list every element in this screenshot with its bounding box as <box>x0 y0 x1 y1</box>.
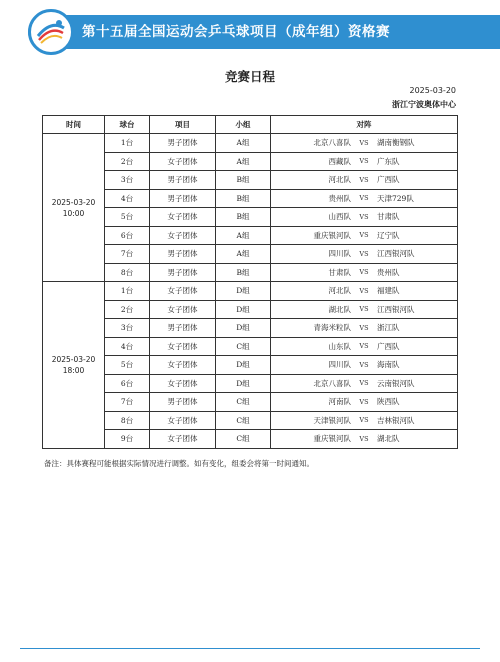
vs-label: VS <box>359 360 369 369</box>
table-row <box>43 411 458 430</box>
cell-table-number: 5台 <box>105 356 150 375</box>
home-team: 重庆银河队 <box>313 230 351 240</box>
away-team: 广东队 <box>377 156 400 166</box>
table-row <box>43 263 458 282</box>
table-row <box>43 189 458 208</box>
cell-match <box>271 189 458 208</box>
vs-label: VS <box>359 268 369 277</box>
cell-event: 男子团体 <box>150 189 216 208</box>
document-venue: 浙江宁波奥体中心 <box>392 100 456 109</box>
cell-match <box>271 134 458 153</box>
home-team: 天津银河队 <box>313 415 351 425</box>
away-team: 广西队 <box>377 341 400 351</box>
session-date: 2025-03-20 <box>51 197 96 207</box>
table-row <box>43 393 458 412</box>
session-time: 18:00 <box>62 365 85 375</box>
table-row <box>43 430 458 449</box>
home-team: 青海米粒队 <box>313 323 351 333</box>
document-title: 竞赛日程 <box>224 69 275 84</box>
vs-label: VS <box>359 379 369 388</box>
matchup <box>271 304 457 315</box>
session-time-cell <box>43 134 105 282</box>
cell-group: B组 <box>216 263 271 282</box>
cell-group: D组 <box>216 374 271 393</box>
cell-group: C组 <box>216 411 271 430</box>
table-row <box>43 356 458 375</box>
cell-match <box>271 263 458 282</box>
cell-table-number: 2台 <box>105 300 150 319</box>
cell-table-number: 7台 <box>105 245 150 264</box>
cell-match <box>271 282 458 301</box>
cell-event: 男子团体 <box>150 171 216 190</box>
matchup <box>271 285 457 296</box>
away-team: 湖南衡钢队 <box>377 138 415 148</box>
home-team: 甘肃队 <box>328 267 351 277</box>
matchup <box>271 248 457 259</box>
cell-match <box>271 245 458 264</box>
cell-table-number: 6台 <box>105 374 150 393</box>
column-header-match: 对阵 <box>271 116 458 134</box>
cell-group: A组 <box>216 245 271 264</box>
cell-event: 男子团体 <box>150 263 216 282</box>
table-row <box>43 337 458 356</box>
matchup <box>271 341 457 352</box>
vs-label: VS <box>359 138 369 147</box>
matchup <box>271 433 457 444</box>
cell-table-number: 7台 <box>105 393 150 412</box>
cell-event: 女子团体 <box>150 226 216 245</box>
cell-table-number: 9台 <box>105 430 150 449</box>
home-team: 山西队 <box>328 212 351 222</box>
home-team: 西藏队 <box>328 156 351 166</box>
table-row <box>43 152 458 171</box>
cell-event: 女子团体 <box>150 152 216 171</box>
away-team: 陕西队 <box>377 397 400 407</box>
cell-group: D组 <box>216 319 271 338</box>
matchup <box>271 137 457 148</box>
cell-match <box>271 393 458 412</box>
matchup <box>271 415 457 426</box>
away-team: 福建队 <box>377 286 400 296</box>
cell-event: 男子团体 <box>150 245 216 264</box>
cell-event: 男子团体 <box>150 319 216 338</box>
vs-label: VS <box>359 323 369 332</box>
cell-event: 男子团体 <box>150 134 216 153</box>
column-header-group: 小组 <box>216 116 271 134</box>
cell-group: C组 <box>216 337 271 356</box>
cell-group: D组 <box>216 300 271 319</box>
home-team: 湖北队 <box>328 304 351 314</box>
column-header-event: 项目 <box>150 116 216 134</box>
away-team: 广西队 <box>377 175 400 185</box>
column-header-table: 球台 <box>105 116 150 134</box>
cell-match <box>271 226 458 245</box>
cell-match <box>271 430 458 449</box>
logo-emblem-icon <box>33 14 69 50</box>
home-team: 四川队 <box>328 249 351 259</box>
vs-label: VS <box>359 175 369 184</box>
cell-table-number: 8台 <box>105 411 150 430</box>
cell-group: D组 <box>216 282 271 301</box>
home-team: 山东队 <box>328 341 351 351</box>
home-team: 重庆银河队 <box>313 434 351 444</box>
table-row <box>43 208 458 227</box>
cell-match <box>271 411 458 430</box>
header-title: 第十五届全国运动会乒乓球项目（成年组）资格赛 <box>82 24 390 40</box>
games-logo <box>28 9 74 55</box>
cell-event: 女子团体 <box>150 374 216 393</box>
cell-match <box>271 356 458 375</box>
away-team: 贵州队 <box>377 267 400 277</box>
home-team: 北京八喜队 <box>313 138 351 148</box>
table-row <box>43 300 458 319</box>
cell-group: C组 <box>216 430 271 449</box>
cell-match <box>271 337 458 356</box>
vs-label: VS <box>359 157 369 166</box>
table-header-row <box>43 116 458 134</box>
vs-label: VS <box>359 305 369 314</box>
cell-event: 女子团体 <box>150 430 216 449</box>
away-team: 辽宁队 <box>377 230 400 240</box>
session-time: 10:00 <box>62 208 85 218</box>
home-team: 四川队 <box>328 360 351 370</box>
matchup <box>271 230 457 241</box>
away-team: 江西银河队 <box>377 249 415 259</box>
vs-label: VS <box>359 342 369 351</box>
cell-match <box>271 300 458 319</box>
matchup <box>271 378 457 389</box>
cell-match <box>271 319 458 338</box>
cell-group: A组 <box>216 226 271 245</box>
table-row <box>43 245 458 264</box>
cell-table-number: 8台 <box>105 263 150 282</box>
vs-label: VS <box>359 416 369 425</box>
matchup <box>271 174 457 185</box>
vs-label: VS <box>359 397 369 406</box>
schedule-table <box>42 115 458 449</box>
cell-group: B组 <box>216 189 271 208</box>
table-row <box>43 374 458 393</box>
cell-event: 男子团体 <box>150 393 216 412</box>
schedule-body <box>43 134 458 449</box>
away-team: 海南队 <box>377 360 400 370</box>
cell-event: 女子团体 <box>150 208 216 227</box>
footnote: 备注：具体赛程可能根据实际情况进行调整。如有变化，组委会将第一时间通知。 <box>44 459 314 468</box>
away-team: 云南银河队 <box>377 378 415 388</box>
matchup <box>271 396 457 407</box>
bottom-divider <box>20 648 480 649</box>
vs-label: VS <box>359 249 369 258</box>
cell-group: B组 <box>216 171 271 190</box>
cell-table-number: 3台 <box>105 319 150 338</box>
cell-table-number: 3台 <box>105 171 150 190</box>
home-team: 河北队 <box>328 286 351 296</box>
home-team: 河北队 <box>328 175 351 185</box>
vs-label: VS <box>359 434 369 443</box>
away-team: 吉林银河队 <box>377 415 415 425</box>
table-row <box>43 319 458 338</box>
cell-event: 女子团体 <box>150 411 216 430</box>
away-team: 浙江队 <box>377 323 400 333</box>
cell-event: 女子团体 <box>150 356 216 375</box>
matchup <box>271 359 457 370</box>
table-row <box>43 171 458 190</box>
cell-table-number: 1台 <box>105 282 150 301</box>
cell-match <box>271 152 458 171</box>
away-team: 江西银河队 <box>377 304 415 314</box>
cell-group: C组 <box>216 393 271 412</box>
matchup <box>271 156 457 167</box>
cell-match <box>271 374 458 393</box>
home-team: 河南队 <box>328 397 351 407</box>
vs-label: VS <box>359 286 369 295</box>
cell-table-number: 1台 <box>105 134 150 153</box>
cell-table-number: 5台 <box>105 208 150 227</box>
matchup <box>271 267 457 278</box>
header-band <box>0 0 500 62</box>
cell-table-number: 2台 <box>105 152 150 171</box>
matchup <box>271 193 457 204</box>
home-team: 贵州队 <box>328 193 351 203</box>
table-row <box>43 226 458 245</box>
cell-event: 女子团体 <box>150 300 216 319</box>
cell-event: 女子团体 <box>150 337 216 356</box>
cell-match <box>271 208 458 227</box>
cell-group: D组 <box>216 356 271 375</box>
cell-match <box>271 171 458 190</box>
matchup <box>271 211 457 222</box>
vs-label: VS <box>359 194 369 203</box>
cell-table-number: 4台 <box>105 189 150 208</box>
vs-label: VS <box>359 231 369 240</box>
cell-group: A组 <box>216 152 271 171</box>
home-team: 北京八喜队 <box>313 378 351 388</box>
away-team: 天津729队 <box>377 193 414 203</box>
table-row <box>43 282 458 301</box>
away-team: 湖北队 <box>377 434 400 444</box>
session-time-cell <box>43 282 105 449</box>
cell-event: 女子团体 <box>150 282 216 301</box>
table-row <box>43 134 458 153</box>
column-header-time: 时间 <box>43 116 105 134</box>
vs-label: VS <box>359 212 369 221</box>
cell-group: B组 <box>216 208 271 227</box>
matchup <box>271 322 457 333</box>
session-date: 2025-03-20 <box>51 354 96 364</box>
cell-table-number: 6台 <box>105 226 150 245</box>
document-date: 2025-03-20 <box>409 86 456 95</box>
cell-group: A组 <box>216 134 271 153</box>
cell-table-number: 4台 <box>105 337 150 356</box>
away-team: 甘肃队 <box>377 212 400 222</box>
